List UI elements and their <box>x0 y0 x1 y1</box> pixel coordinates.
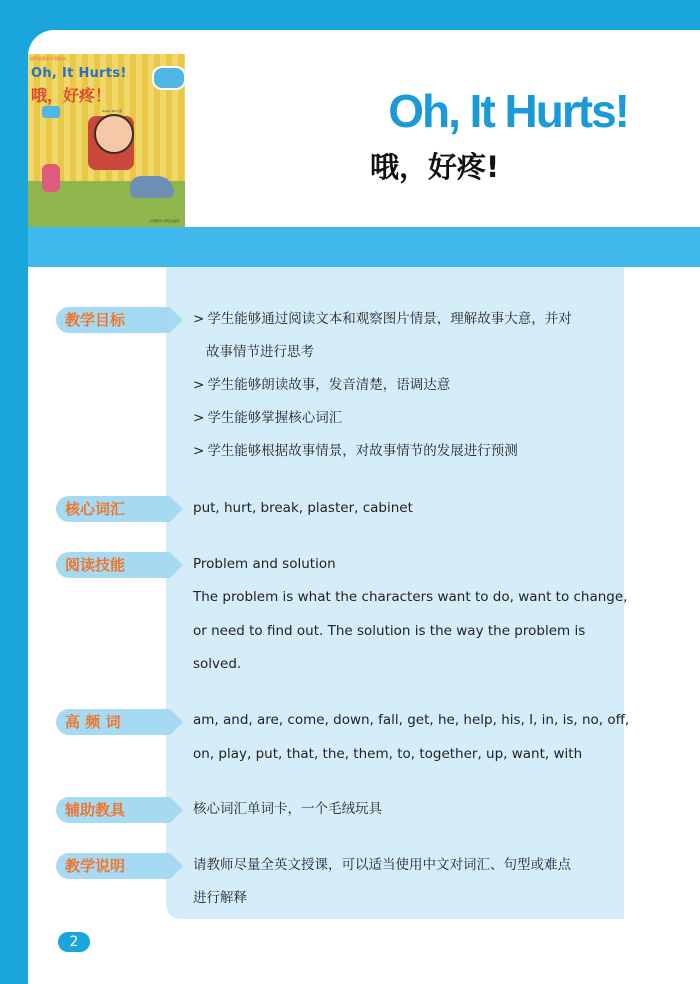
cover-character <box>94 114 134 154</box>
skill-line: Problem and solution <box>193 556 336 572</box>
label-skill-text: 阅读技能 <box>65 556 126 574</box>
label-aids-text: 辅助教具 <box>65 801 126 819</box>
cover-badge <box>152 66 185 90</box>
page <box>28 30 700 984</box>
notes-line: 请教师尽量全英文授课，可以适当使用中文对词汇、句型或难点 <box>193 857 571 873</box>
cover-toy-robot <box>42 164 60 192</box>
label-vocab-text: 核心词汇 <box>65 500 126 518</box>
arrow-icon: > <box>193 410 205 426</box>
aids-text: 核心词汇单词卡，一个毛绒玩具 <box>193 801 382 817</box>
cover-title-cn: 哦，好疼！ <box>31 86 112 105</box>
book-cover-image <box>28 54 185 227</box>
label-objectives-text: 教学目标 <box>65 311 126 329</box>
label-vocab <box>56 496 170 522</box>
objective-item: > 学生能够通过阅读文本和观察图片情景，理解故事大意，并对 <box>193 311 572 327</box>
header-band <box>28 227 700 267</box>
skill-line: solved. <box>193 656 242 672</box>
skill-line: or need to find out. The solution is the way the problem is <box>193 623 586 639</box>
arrow-icon: > <box>193 311 205 327</box>
cover-credit: Alison Bird 著 <box>102 109 122 113</box>
label-high-frequency-text: 高 频 词 <box>65 713 121 731</box>
label-objectives <box>56 307 170 333</box>
cover-series: 丽声北极星分级绘本 <box>30 56 66 61</box>
high-frequency-line: am, and, are, come, down, fall, get, he, help, his, I, in, is, no, off, <box>193 712 630 728</box>
label-aids <box>56 797 170 823</box>
cover-toy-dinosaur <box>130 176 174 198</box>
label-notes-text: 教学说明 <box>65 857 126 875</box>
skill-line: The problem is what the characters want to do, want to change, <box>193 589 628 605</box>
high-frequency-line: on, play, put, that, the, them, to, together, up, want, with <box>193 746 583 762</box>
cover-publisher: 外语教学与研究出版社 <box>149 219 180 223</box>
cover-title-en: Oh, It Hurts! <box>31 66 127 81</box>
label-high-frequency <box>56 709 170 735</box>
page-number: 2 <box>58 932 90 952</box>
arrow-icon: > <box>193 443 205 459</box>
label-notes <box>56 853 170 879</box>
vocab-text: put, hurt, break, plaster, cabinet <box>193 500 413 516</box>
objective-item-continued: 故事情节进行思考 <box>206 344 314 360</box>
objective-item: > 学生能够根据故事情景，对故事情节的发展进行预测 <box>193 443 518 459</box>
arrow-icon: > <box>193 377 205 393</box>
notes-line: 进行解释 <box>193 890 247 906</box>
objective-item: > 学生能够掌握核心词汇 <box>193 410 343 426</box>
cover-lamp <box>42 106 60 118</box>
label-skill <box>56 552 170 578</box>
objective-item: > 学生能够朗读故事，发音清楚，语调达意 <box>193 377 451 393</box>
page-title-cn: 哦，好疼! <box>370 150 500 184</box>
page-title-en: Oh, It Hurts! <box>388 85 628 137</box>
